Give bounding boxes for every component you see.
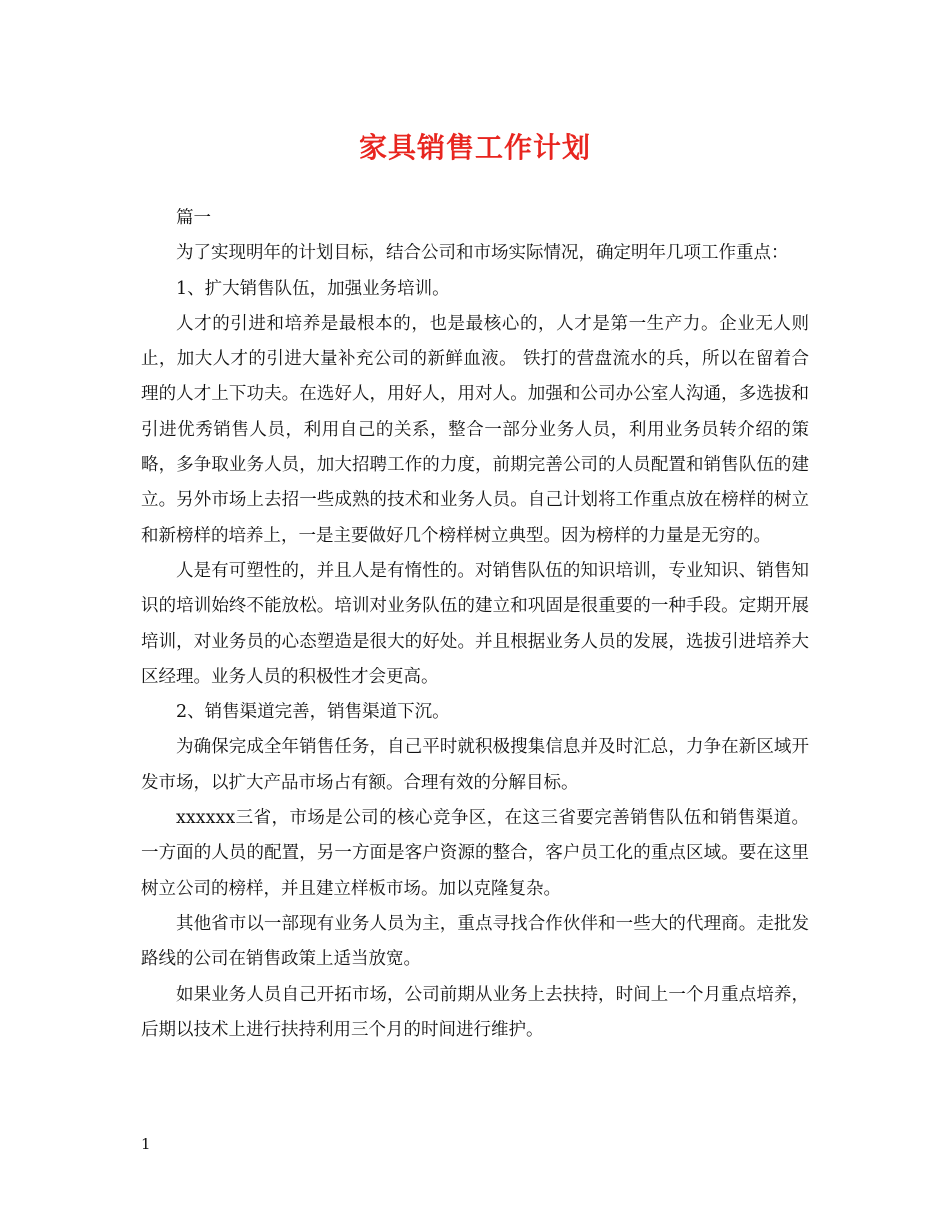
intro-paragraph: 为了实现明年的计划目标，结合公司和市场实际情况，确定明年几项工作重点： bbox=[176, 243, 789, 264]
point-1-heading: 1、扩大销售队伍，加强业务培训。 bbox=[176, 278, 450, 299]
body-paragraph: 人才的引进和培养是最根本的，也是最核心的，人才是第一生产力。企业无人则止，加大人才的引进大量补充公司的新鲜血液。 铁打的营盘流水的兵，所以在留着合理的人才上下功夫。在选好人，用好人，用对人。加强和公司办公室人沟通，多选拔和引进优秀销售人员，利用自己的关系，整合一部分业务人员，利用业务员转介绍的策略，多争取业务人员，加大招聘工作的力度，前期完善公司的人员配置和销售队伍的建立。另外市场上去招一些成熟的技术和业务人员。自己计划将工作重点放在榜样的树立和新榜样的培养上，一是主要做好几个榜样树立典型。因为榜样的力量是无穷的。 bbox=[141, 313, 809, 546]
body-paragraph: xxxxxx三省，市场是公司的核心竞争区，在这三省要完善销售队伍和销售渠道。一方面的人员的配置，另一方面是客户资源的整合，客户员工化的重点区域。要在这里树立公司的榜样，并且建立样板市场。加以克隆复杂。 bbox=[141, 808, 809, 899]
document-title: 家具销售工作计划 bbox=[358, 131, 591, 164]
document-body bbox=[141, 201, 809, 1048]
body-paragraph: 如果业务人员自己开拓市场，公司前期从业务上去扶持，时间上一个月重点培养，后期以技术上进行扶持利用三个月的时间进行维护。 bbox=[141, 984, 809, 1040]
body-paragraph: 人是有可塑性的，并且人是有惰性的。对销售队伍的知识培训，专业知识、销售知识的培训始终不能放松。培训对业务队伍的建立和巩固是很重要的一种手段。定期开展培训，对业务员的心态塑造是很大的好处。并且根据业务人员的发展，选拔引进培养大区经理。业务人员的积极性才会更高。 bbox=[141, 560, 809, 687]
point-2-heading: 2、销售渠道完善，销售渠道下沉。 bbox=[176, 702, 450, 723]
body-paragraph: 其他省市以一部现有业务人员为主，重点寻找合作伙伴和一些大的代理商。走批发路线的公司在销售政策上适当放宽。 bbox=[141, 913, 809, 970]
body-paragraph: 为确保完成全年销售任务，自己平时就积极搜集信息并及时汇总，力争在新区域开发市场，以扩大产品市场占有额。合理有效的分解目标。 bbox=[141, 737, 809, 793]
page-number: 1 bbox=[141, 1135, 151, 1153]
section-heading: 篇一 bbox=[176, 208, 211, 228]
